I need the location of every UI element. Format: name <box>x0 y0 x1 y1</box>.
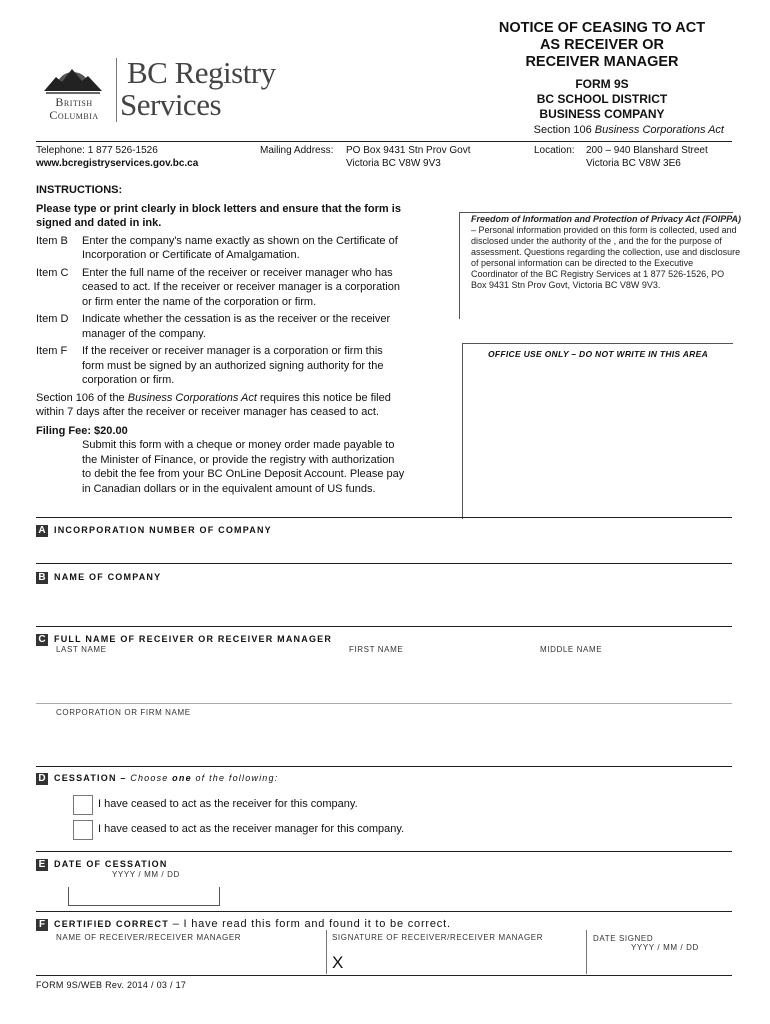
signature-divider <box>326 930 327 974</box>
company-type-line-2: BUSINESS COMPANY <box>539 107 665 121</box>
act-reference: Section 106 Business Corporations Act <box>533 124 724 136</box>
filing-fee-text: Submit this form with a cheque or money order made payable to the Minister of Finance, or provide the registry with authorization to debit the fee from your BC OnLine Deposit Account. Please pay in Canadian dollars or in the equivalent amount of US funds. <box>82 439 405 495</box>
cessation-date-field[interactable] <box>68 887 220 906</box>
title-line-2: AS RECEIVER OR <box>539 37 665 53</box>
corporation-name-label: CORPORATION OR FIRM NAME <box>56 708 191 717</box>
name-row-divider <box>36 703 732 704</box>
section-c-divider <box>36 626 732 627</box>
section-c-header: C FULL NAME OF RECEIVER OR RECEIVER MANAGER <box>36 629 732 645</box>
location-address: 200 – 940 Blanshard Street Victoria BC V8W 3E6 <box>586 145 708 169</box>
receiver-checkbox[interactable] <box>73 795 93 815</box>
section-d-divider <box>36 766 732 767</box>
incorporation-number-field[interactable] <box>36 536 732 560</box>
signer-name-field[interactable] <box>36 946 324 974</box>
instructions-intro: Please type or print clearly in block letters and ensure that the form is signed and dated in ink. <box>36 202 401 229</box>
company-type-line-1: BC SCHOOL DISTRICT <box>536 92 668 106</box>
first-name-field[interactable] <box>340 657 530 697</box>
section-b-header: B NAME OF COMPANY <box>36 567 732 583</box>
date-signed-format: YYYY / MM / DD <box>631 943 699 952</box>
mailing-label: Mailing Address: <box>260 145 334 156</box>
cessation-date-format: YYYY / MM / DD <box>112 870 180 879</box>
instruction-item: Item C Enter the full name of the receiver or receiver manager who has ceased to act. If the receiver or receiver manager is a corporation or firm enter the name of the corporation or firm. <box>36 266 400 308</box>
receiver-manager-option-label: I have ceased to act as the receiver manager for this company. <box>98 823 405 835</box>
header-divider <box>36 141 732 142</box>
section-e-header: E DATE OF CESSATION <box>36 854 732 870</box>
instructions <box>36 183 406 496</box>
section-f-header: F CERTIFIED CORRECT – I have read this form and found it to be correct. <box>36 914 732 930</box>
signature-field[interactable] <box>350 946 582 974</box>
filing-fee-heading: Filing Fee: $20.00 <box>36 424 128 437</box>
signature-x-mark: X <box>332 953 344 972</box>
website-link[interactable]: www.bcregistryservices.gov.bc.ca <box>36 158 199 169</box>
section-e-divider <box>36 851 732 852</box>
middle-name-field[interactable] <box>534 657 732 697</box>
section-a-header: A INCORPORATION NUMBER OF COMPANY <box>36 520 732 536</box>
section-f-divider <box>36 911 732 912</box>
date-signed-field[interactable] <box>590 952 732 974</box>
form-revision: FORM 9S/WEB Rev. 2014 / 03 / 17 <box>36 980 187 990</box>
services-wordmark: Services <box>120 87 222 122</box>
date-signed-divider <box>586 930 587 974</box>
logo-divider <box>116 58 117 122</box>
mailing-address: PO Box 9431 Stn Prov Govt Victoria BC V8W 9V3 <box>346 145 471 169</box>
form-number-line: FORM 9S <box>575 77 629 91</box>
province-name: British Columbia <box>49 95 99 122</box>
contact-phone-web: Telephone: 1 877 526-1526 www.bcregistryservices.gov.bc.ca <box>36 145 199 169</box>
bc-registry-wordmark: BC Registry <box>127 55 276 90</box>
office-use-label: OFFICE USE ONLY – DO NOT WRITE IN THIS AREA <box>487 349 709 359</box>
location-label: Location: <box>534 145 575 156</box>
instructions-heading: INSTRUCTIONS: <box>36 184 123 196</box>
instruction-item: Item F If the receiver or receiver manager is a corporation or firm this form must be signed by an authorized signing authority for the corporation or firm. <box>36 345 384 386</box>
company-name-field[interactable] <box>36 584 732 624</box>
date-signed-label: DATE SIGNED <box>593 934 654 943</box>
first-name-label: FIRST NAME <box>349 645 404 654</box>
section-note: Section 106 of the Business Corporations Act requires this notice be filed within 7 days after the receiver or receiver manager has ceased to act. <box>36 391 391 418</box>
middle-name-label: MIDDLE NAME <box>540 645 603 654</box>
instruction-item: Item B Enter the company's name exactly as shown on the Certificate of Incorporation or Certificate of Amalgamation. <box>36 234 398 261</box>
instruction-item: Item D Indicate whether the cessation is as the receiver or the receiver manager of the company. <box>36 313 391 340</box>
section-a-divider <box>36 517 732 518</box>
privacy-notice: Freedom of Information and Protection of Privacy Act (FOIPPA) – Personal information provided on this form is collected, used and disclosed under the authority of the , and the for the purpose of assessment. Questions regarding the collection, use and disclosure of personal information can be directed to the Executive Coordinator of the BC Registry Services at 1 877 526-1526, PO Box 9431 Stn Prov Govt, Victoria BC V8W 9V3. <box>471 214 742 290</box>
last-name-label: LAST NAME <box>56 645 107 654</box>
form-title <box>472 20 732 71</box>
office-use-area <box>462 343 733 519</box>
section-b-divider <box>36 563 732 564</box>
last-name-field[interactable] <box>36 657 336 697</box>
bottom-divider <box>36 975 732 976</box>
receiver-option-label: I have ceased to act as the receiver for this company. <box>98 798 358 810</box>
section-d-header: D CESSATION – Choose one of the following: <box>36 768 732 784</box>
bc-sun-mountain-logo-icon <box>42 55 104 95</box>
title-line-3: RECEIVER MANAGER <box>525 54 679 70</box>
signer-name-label: NAME OF RECEIVER/RECEIVER MANAGER <box>56 933 242 942</box>
corporation-name-field[interactable] <box>36 720 732 764</box>
title-line-1: NOTICE OF CEASING TO ACT <box>498 20 706 36</box>
form-number <box>472 77 732 122</box>
signature-label: SIGNATURE OF RECEIVER/RECEIVER MANAGER <box>332 933 544 942</box>
receiver-manager-checkbox[interactable] <box>73 820 93 840</box>
